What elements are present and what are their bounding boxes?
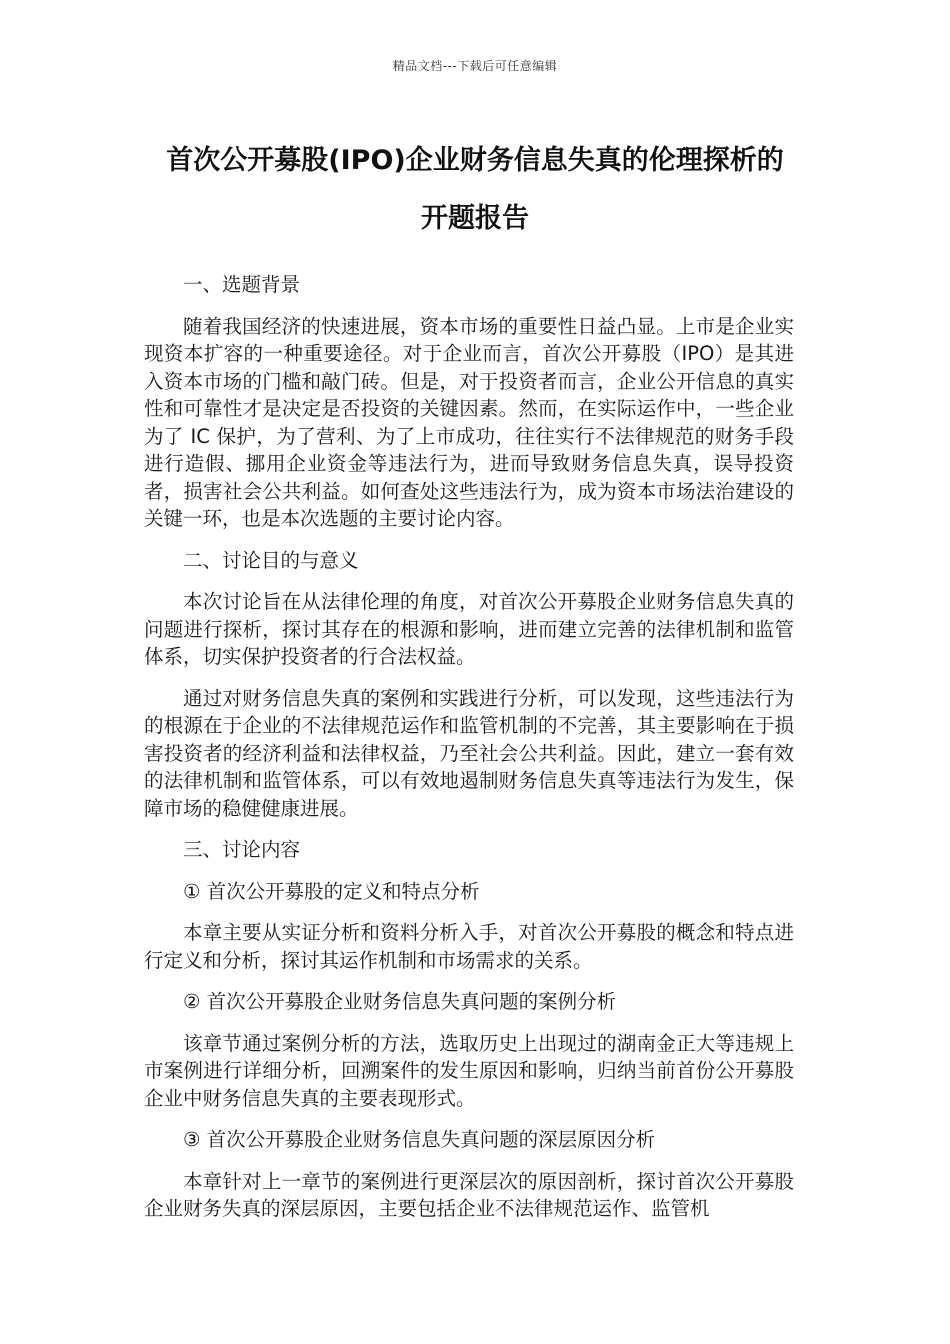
- section-3-heading: 三、讨论内容: [183, 838, 301, 861]
- header-note: 精品文档---下载后可任意编辑: [392, 59, 558, 73]
- document-title-line-2: 开题报告: [421, 203, 529, 234]
- section-3-item-2-paragraph: 该章节通过案例分析的方法，选取历史上出现过的湖南金正大等违规上市案例进行详细分析，回溯案件的发生原因和影响，归纳当前首份公开募股企业中财务信息失真的主要表现形式。: [144, 1031, 794, 1110]
- section-3-item-3-heading: ③ 首次公开募股企业财务信息失真问题的深层原因分析: [183, 1128, 656, 1151]
- section-2-paragraph-1: 本次讨论旨在从法律伦理的角度，对首次公开募股企业财务信息失真的问题进行探析，探讨其存在的根源和影响，进而建立完善的法律机制和监管体系，切实保护投资者的行合法权益。: [144, 590, 794, 668]
- section-1-paragraph-1: 随着我国经济的快速进展，资本市场的重要性日益凸显。上市是企业实现资本扩容的一种重要途径。对于企业而言，首次公开募股（IPO）是其进入资本市场的门槛和敲门砖。但是，对于投资者而言，企业公开信息的真实性和可靠性才是决定是否投资的关键因素。然而，在实际运作中，一些企业为了 IC 保护，为了营利、为了上市成功，往往实行不法律规范的财务手段进行造假、挪用企业资金等违法行为，进而导致财务信息失真，误导投资者，损害社会公共利益。如何查处这些违法行为，成为资本市场法治建设的关键一环，也是本次选题的主要讨论内容。: [144, 314, 794, 530]
- section-2-heading: 二、讨论目的与意义: [183, 548, 359, 572]
- section-3-item-1-heading: ① 首次公开募股的定义和特点分析: [183, 879, 480, 903]
- section-3-item-1-paragraph: 本章主要从实证分析和资料分析入手，对首次公开募股的概念和特点进行定义和分析，探讨其运作机制和市场需求的关系。: [144, 921, 794, 972]
- section-2-paragraph-2: 通过对财务信息失真的案例和实践进行分析，可以发现，这些违法行为的根源在于企业的不法律规范运作和监管机制的不完善，其主要影响在于损害投资者的经济利益和法律权益，乃至社会公共利益。因此，建立一套有效的法律机制和监管体系，可以有效地遏制财务信息失真等违法行为发生，保障市场的稳健健康进展。: [144, 686, 794, 820]
- section-1-heading: 一、选题背景: [183, 273, 301, 296]
- section-3-item-3-paragraph: 本章针对上一章节的案例进行更深层次的原因剖析，探讨首次公开募股企业财务失真的深层原因，主要包括企业不法律规范运作、监管机: [144, 1169, 794, 1220]
- document-body: [144, 271, 794, 1223]
- section-3-item-2-heading: ② 首次公开募股企业财务信息失真问题的案例分析: [183, 990, 617, 1013]
- document-title-line-1: 首次公开募股(IPO)企业财务信息失真的伦理探析的: [166, 145, 784, 176]
